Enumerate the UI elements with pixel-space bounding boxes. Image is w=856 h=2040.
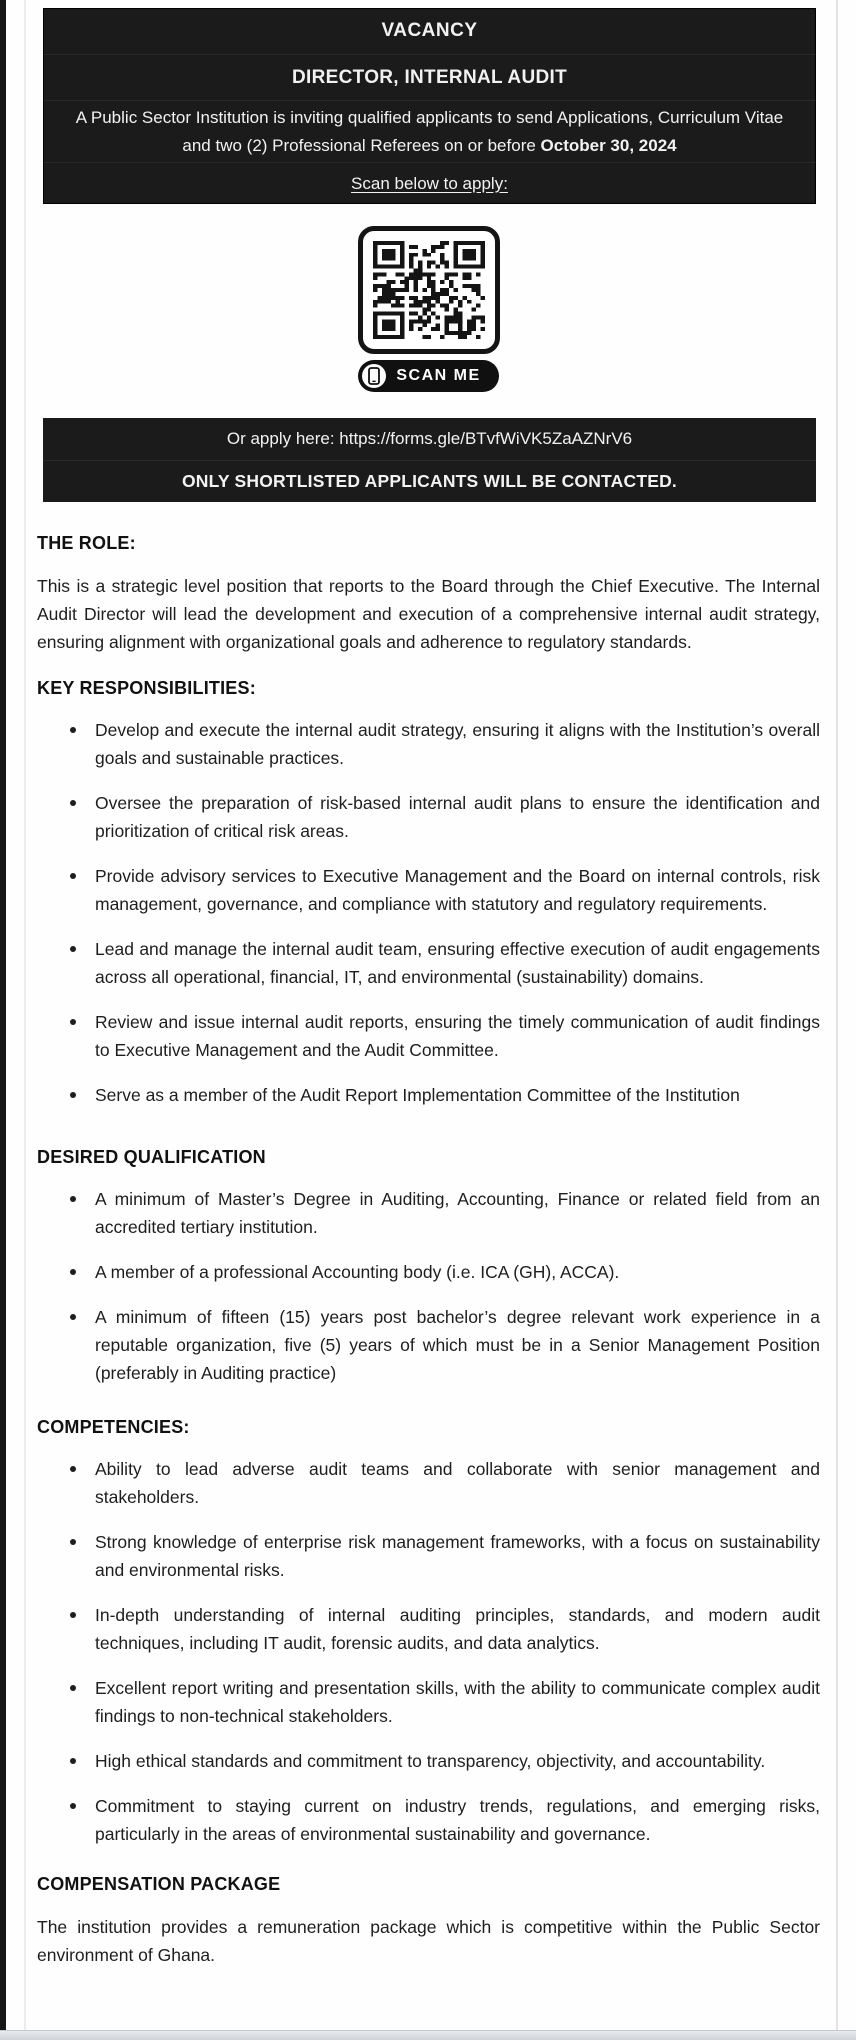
shortlist-notice: ONLY SHORTLISTED APPLICANTS WILL BE CONTACTED. xyxy=(43,460,816,503)
compensation-paragraph: The institution provides a remuneration package which is competitive within the Public Sector environment of Ghana. xyxy=(37,1917,820,1965)
list-item: Develop and execute the internal audit strategy, ensuring it aligns with the Institution’s overall goals and sustainable practices. xyxy=(37,716,820,772)
intro-line-1: A Public Sector Institution is inviting qualified applicants to send Applications, Curriculum Vitae xyxy=(75,107,784,127)
scan-edge-line xyxy=(0,0,6,2032)
list-item: A member of a professional Accounting body (i.e. ICA (GH), ACCA). xyxy=(37,1258,820,1286)
list-item: In-depth understanding of internal auditing principles, standards, and modern audit techniques, including IT audit, forensic audits, and data analytics. xyxy=(37,1601,820,1657)
section-heading-responsibilities: KEY RESPONSIBILITIES: xyxy=(37,678,256,698)
smartphone-icon xyxy=(362,364,386,388)
list-item: Review and issue internal audit reports, ensuring the timely communication of audit findings to Executive Management and the Audit Committee. xyxy=(37,1008,820,1064)
bullet-icon xyxy=(70,1314,76,1320)
list-item: Oversee the preparation of risk-based internal audit plans to ensure the identification and prioritization of critical risk areas. xyxy=(37,789,820,845)
list-item: Commitment to staying current on industry trends, regulations, and emerging risks, particularly in the areas of environmental sustainability and governance. xyxy=(37,1792,820,1848)
bullet-icon xyxy=(70,946,76,952)
bullet-icon xyxy=(70,1758,76,1764)
qr-code xyxy=(358,226,500,354)
role-paragraph: This is a strategic level position that reports to the Board through the Chief Executive. The Internal Audit Director will lead the development and execution of a comprehensive internal audit strategy, ensuring alignment with organizational goals and adherence to regulatory standards. xyxy=(37,576,820,652)
bullet-icon xyxy=(70,873,76,879)
section-heading-compensation: COMPENSATION PACKAGE xyxy=(37,1874,281,1894)
apply-link-line[interactable]: Or apply here: https://forms.gle/BTvfWiVK5ZaAZNrV6 xyxy=(226,428,633,448)
bullet-icon xyxy=(70,1466,76,1472)
bullet-icon xyxy=(70,1539,76,1545)
bullet-icon xyxy=(70,1612,76,1618)
page-right-border xyxy=(836,0,838,2032)
qr-code-image xyxy=(373,241,485,339)
bullet-icon xyxy=(70,1803,76,1809)
responsibilities-list xyxy=(37,716,820,1109)
list-item: Ability to lead adverse audit teams and collaborate with senior management and stakeholders. xyxy=(37,1455,820,1511)
intro-paragraph xyxy=(43,100,816,162)
list-item: Strong knowledge of enterprise risk management frameworks, with a focus on sustainability and environmental risks. xyxy=(37,1528,820,1584)
page-left-border xyxy=(24,0,26,2032)
page-bottom-bar xyxy=(0,2030,856,2040)
job-description-body xyxy=(37,533,820,1969)
qualification-list xyxy=(37,1185,820,1387)
bullet-icon xyxy=(70,1685,76,1691)
scan-me-badge xyxy=(358,360,499,392)
list-item: Lead and manage the internal audit team, ensuring effective execution of audit engagements across all operational, financial, IT, and environmental (sustainability) domains. xyxy=(37,935,820,991)
bullet-icon xyxy=(70,1196,76,1202)
competencies-list xyxy=(37,1455,820,1848)
vacancy-header-box xyxy=(43,8,816,204)
bullet-icon xyxy=(70,1019,76,1025)
intro-line-2 xyxy=(182,132,676,160)
apply-info-bar xyxy=(43,418,816,502)
bullet-icon xyxy=(70,1269,76,1275)
position-title: DIRECTOR, INTERNAL AUDIT xyxy=(43,54,816,100)
list-item: Serve as a member of the Audit Report Implementation Committee of the Institution xyxy=(37,1081,820,1109)
section-heading-competencies: COMPETENCIES: xyxy=(37,1417,190,1437)
list-item: A minimum of fifteen (15) years post bachelor’s degree relevant work experience in a reputable organization, five (5) years of which must be in a Senior Management Position (preferably in Auditing practice) xyxy=(37,1303,820,1387)
section-heading-qualification: DESIRED QUALIFICATION xyxy=(37,1147,266,1167)
application-deadline: October 30, 2024 xyxy=(540,135,677,155)
scan-instruction: Scan below to apply: xyxy=(43,162,816,204)
list-item: Provide advisory services to Executive Management and the Board on internal controls, risk management, governance, and compliance with statutory and regulatory requirements. xyxy=(37,862,820,918)
scan-me-label: SCAN ME xyxy=(396,367,481,384)
list-item: Excellent report writing and presentation skills, with the ability to communicate complex audit findings to non-technical stakeholders. xyxy=(37,1674,820,1730)
bullet-icon xyxy=(70,800,76,806)
list-item: High ethical standards and commitment to transparency, objectivity, and accountability. xyxy=(37,1747,820,1775)
section-heading-role: THE ROLE: xyxy=(37,533,136,553)
bullet-icon xyxy=(70,727,76,733)
bullet-icon xyxy=(70,1092,76,1098)
vacancy-title: VACANCY xyxy=(381,20,478,41)
list-item: A minimum of Master’s Degree in Auditing, Accounting, Finance or related field from an accredited tertiary institution. xyxy=(37,1185,820,1241)
intro-line-2-text: and two (2) Professional Referees on or before xyxy=(182,135,541,155)
